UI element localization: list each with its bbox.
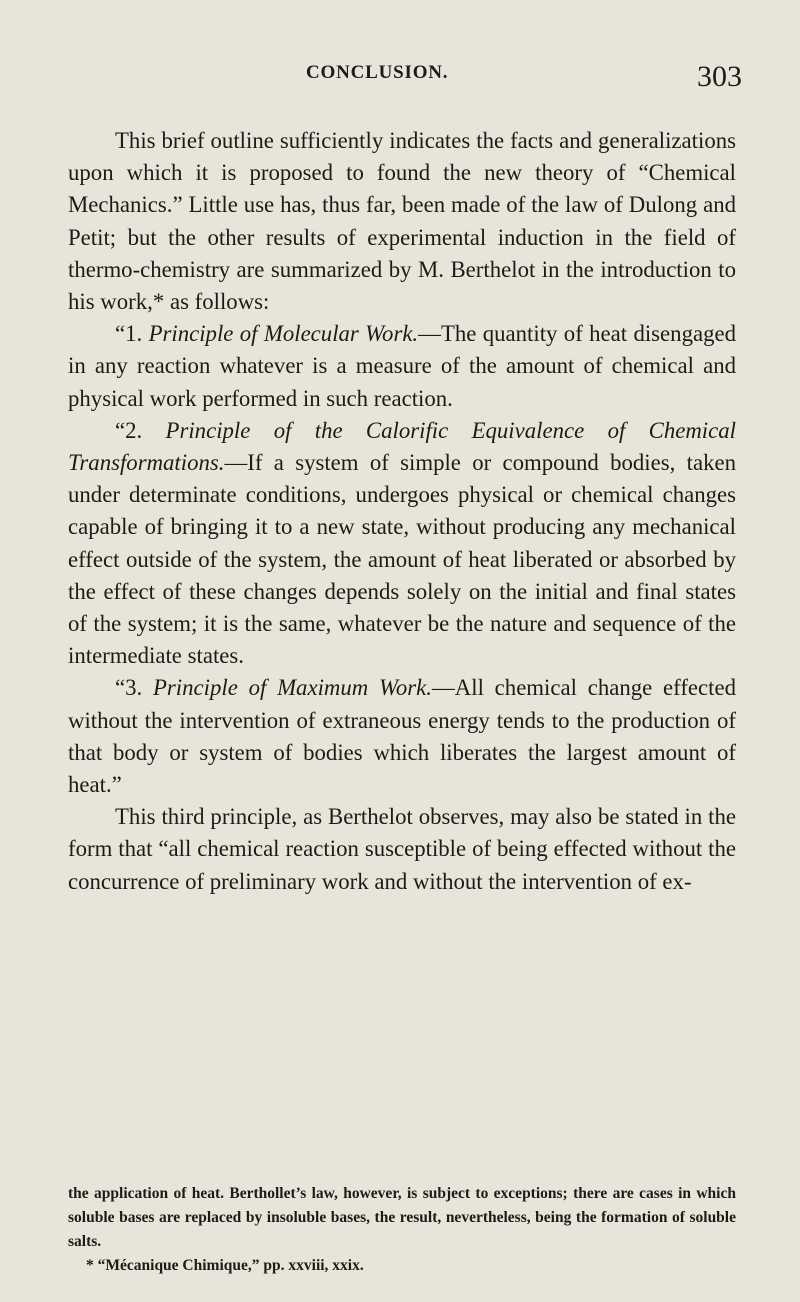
page-number: 303 bbox=[697, 60, 742, 93]
body-text bbox=[68, 125, 736, 898]
intro-paragraph: This brief outline sufficiently indicates the facts and generalizations upon which it is proposed to found the new theory of “Chemical Mechanics.” Little use has, thus far, been made of the law of Dulong and Petit; but the other results of experimental induction in the field of thermo-chemistry are summarized by M. Berthelot in the introduction to his work,* as follows: bbox=[68, 128, 736, 315]
principle-3-text: —All chemical change effected without the intervention of extraneous energy tends to the production of that body or system of bodies which liberates the largest amount of heat.” bbox=[68, 675, 736, 798]
principle-1-paragraph bbox=[68, 318, 736, 415]
principle-2-title: Principle of the Calorific Equivalence of Chemical Transformations. bbox=[68, 417, 736, 476]
footnote-continued: the application of heat. Berthollet’s law, however, is subject to exceptions; there are cases in which soluble bases are replaced by insoluble bases, the result, nevertheless, being the formation of soluble salts. bbox=[68, 1185, 736, 1250]
principle-3-paragraph bbox=[68, 672, 736, 801]
principle-1-text: —The quantity of heat disengaged in any reaction whatever is a measure of the amount of chemical and physical work performed in such reaction. bbox=[68, 321, 737, 411]
footnotes bbox=[68, 1182, 736, 1278]
principle-1-title: Principle of Molecular Work. bbox=[148, 321, 419, 347]
principle-2-prefix: “2. bbox=[115, 417, 166, 443]
closing-paragraph: This third principle, as Berthelot observes, may also be stated in the form that “all chemical reaction susceptible of being effected without the concurrence of preliminary work and without the intervention of ex- bbox=[68, 804, 736, 894]
principle-2-text: —If a system of simple or compound bodies, taken under determinate conditions, undergoes physical or chemical changes capable of bringing it to a new state, without producing any mechanical effect outside of the system, the amount of heat liberated or absorbed by the effect of these changes depends solely on the initial and final states of the system; it is the same, whatever be the nature and sequence of the intermediate states. bbox=[68, 450, 736, 669]
footnote-star: * “Mécanique Chimique,” pp. xxviii, xxix. bbox=[86, 1257, 364, 1274]
principle-3-title: Principle of Maximum Work. bbox=[152, 675, 432, 701]
principle-3-prefix: “3. bbox=[115, 675, 153, 701]
principle-2-paragraph bbox=[68, 415, 736, 673]
principle-1-prefix: “1. bbox=[115, 321, 149, 347]
running-head: CONCLUSION. bbox=[306, 62, 449, 83]
page-header bbox=[0, 62, 800, 102]
